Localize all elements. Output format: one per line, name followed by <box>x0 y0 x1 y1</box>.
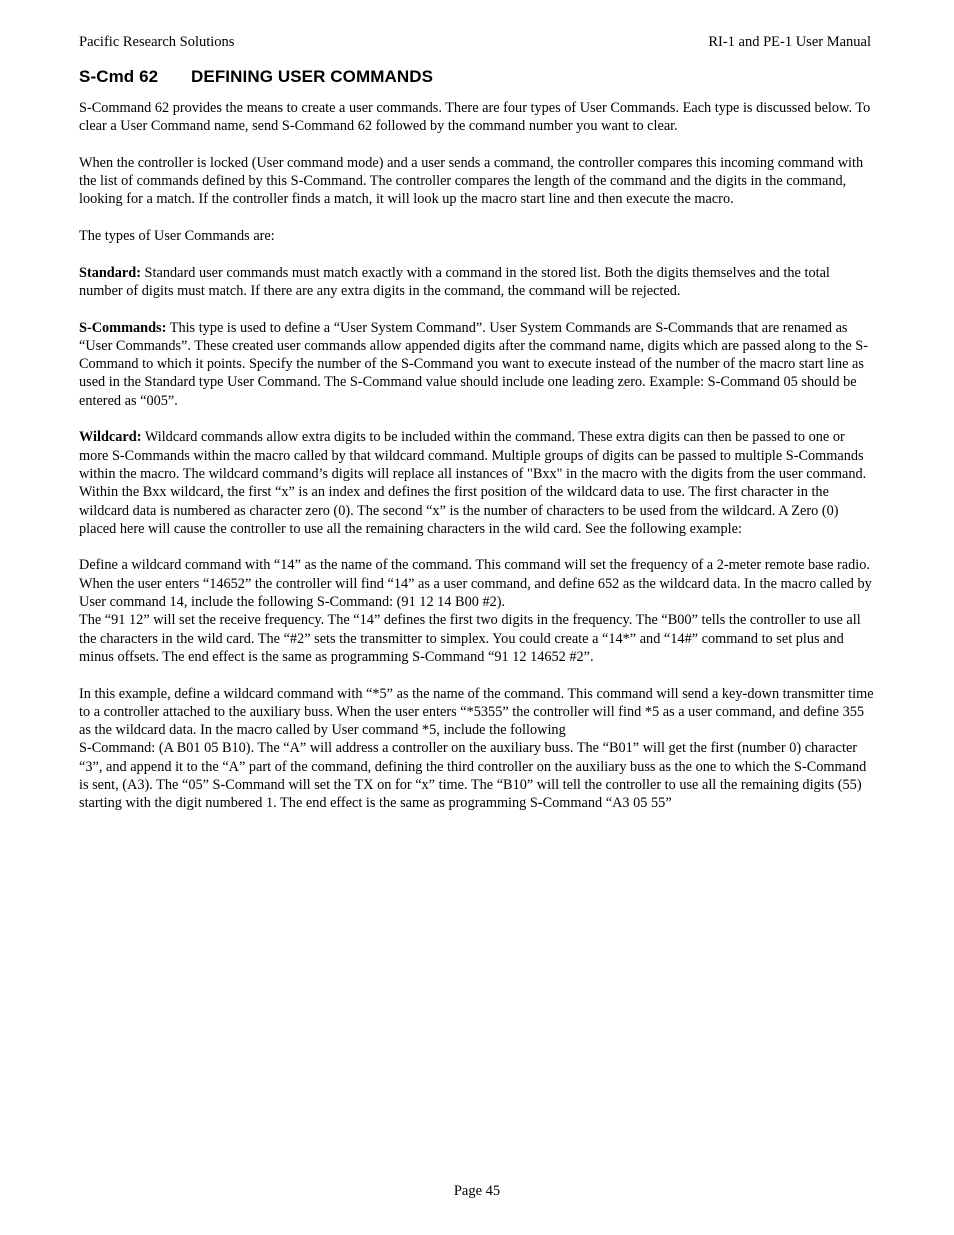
section-number: S-Cmd 62 <box>79 67 159 86</box>
s-commands-label: S-Commands: <box>79 319 167 336</box>
header-publisher: Pacific Research Solutions <box>79 34 235 50</box>
paragraph-wildcard <box>79 428 877 538</box>
document-body <box>79 99 877 831</box>
wildcard-text: Wildcard commands allow extra digits to be included within the command. These extra digits can then be passed to one or more S-Commands within the macro called by that wildcard command. Multiple groups of digits can be passed to multiple S-Commands within the macro. The wildcard command’s digits will replace all instances of "Bxx" in the macro with the digits from the user command. Within the Bxx wildcard, the first “x” is an index and defines the first position of the wildcard data to use. The first character in the wildcard data is numbered as character zero (0). The second “x” is the number of characters to be used from the wildcard. A Zero (0) placed here will cause the controller to use all the remaining characters in the wild card. See the following example: <box>79 429 867 537</box>
paragraph-locked-mode: When the controller is locked (User command mode) and a user sends a command, the controller compares this incoming command with the list of commands defined by this S-Command. The controller compares the length of the command and the digits in the command, looking for a match. If the controller finds a match, it will look up the macro start line and then execute the macro. <box>79 154 864 208</box>
paragraph-example1-setup: Define a wildcard command with “14” as the name of the command. This command will set the frequency of a 2-meter remote base radio. When the user enters “14652” the controller will find “14” as a user command, and define 652 as the wildcard data. In the macro called by User command 14, include the following S-Command: (91 12 14 B00 #2). <box>79 557 872 611</box>
section-title: DEFINING USER COMMANDS <box>191 67 434 86</box>
page-number: Page 45 <box>453 1183 501 1199</box>
wildcard-label: Wildcard: <box>79 429 142 446</box>
standard-label: Standard: <box>79 264 141 281</box>
paragraph-example2-explanation: S-Command: (A B01 05 B10). The “A” will address a controller on the auxiliary buss. The “B01” will get the first (number 0) character “3”, and append it to the “A” part of the command, defining the third controller on the auxiliary buss as the one to which the S-Command is sent, (A3). The “05” S-Command will set the TX on for “x” time. The “B10” will tell the controller to use all the remaining digits (55) starting with the digit numbered 1. The end effect is the same as programming S-Command “A3 05 55” <box>79 740 867 812</box>
section-heading <box>79 67 433 87</box>
standard-text: Standard user commands must match exactly with a command in the stored list. Both the digits themselves and the total number of digits must match. If there are any extra digits in the command, the command will be rejected. <box>79 264 830 299</box>
header-manual-title: RI-1 and PE-1 User Manual <box>708 34 871 50</box>
paragraph-standard <box>79 264 877 301</box>
paragraph-types-intro: The types of User Commands are: <box>79 228 275 245</box>
paragraph-intro: S-Command 62 provides the means to create a user commands. There are four types of User Commands. Each type is discussed below. To clear a User Command name, send S-Command 62 followed by the command number you want to clear. <box>79 100 871 135</box>
paragraph-s-commands <box>79 319 877 410</box>
paragraph-example1-explanation: The “91 12” will set the receive frequency. The “14” defines the first two digits in the frequency. The “B00” tells the controller to use all the characters in the wild card. The “#2” sets the transmitter to simplex. You could create a “14*” and “14#” command to set plus and minus offsets. The end effect is the same as programming S-Command “91 12 14652 #2”. <box>79 612 861 665</box>
s-commands-text: This type is used to define a “User System Command”. User System Commands are S-Commands that are renamed as “User Commands”. These created user commands allow appended digits after the command name, digits which are passed along to the S-Command to which it points. Specify the number of the S-Command you want to execute instead of the number of the macro start line as used in the Standard type User Command. The S-Command value should include one leading zero. Example: S-Command 05 should be entered as “005”. <box>79 319 869 409</box>
paragraph-example2-setup: In this example, define a wildcard command with “*5” as the name of the command. This command will send a key-down transmitter time to a controller attached to the auxiliary buss. When the user enters “*5355” the controller will find *5 as a user command, and define 355 as the wildcard data. In the macro called by User command *5, include the following <box>79 685 874 739</box>
